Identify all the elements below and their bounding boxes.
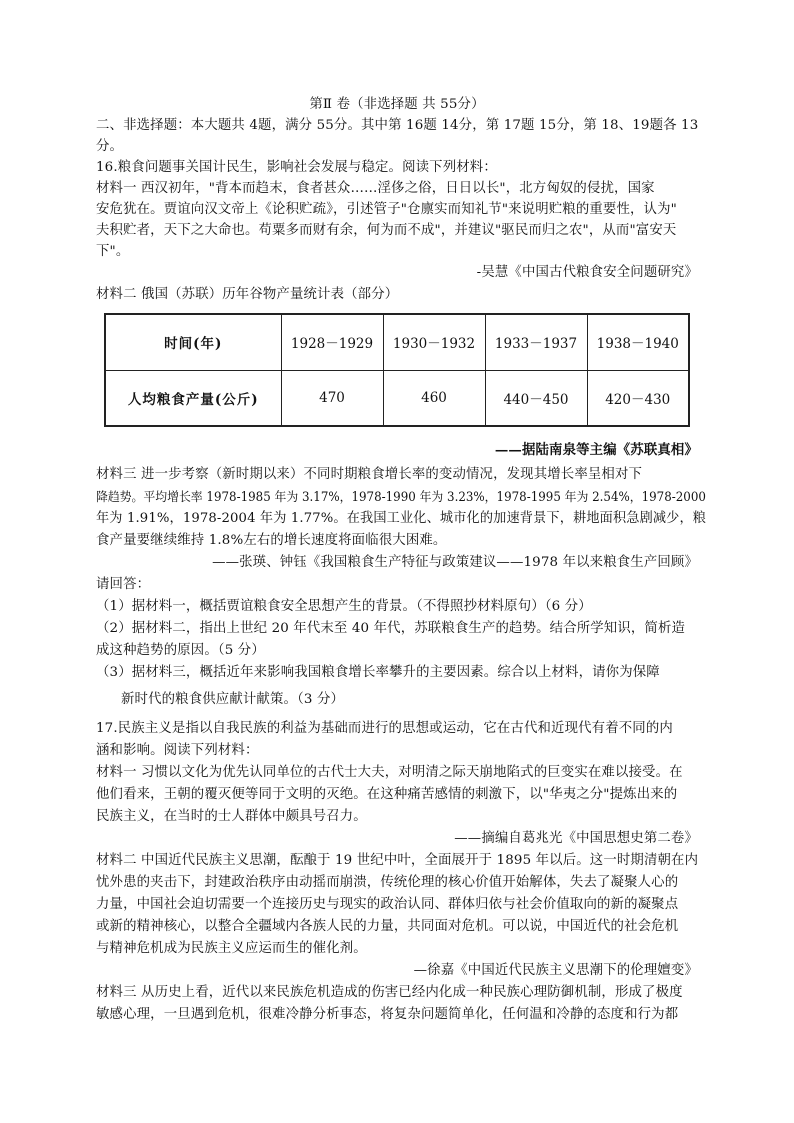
- q16-material1-line: 材料一 西汉初年，"背本而趋末，食者甚众……淫侈之俗，日日以长"，北方匈奴的侵扰，国家: [96, 181, 655, 196]
- q16-material1-line: 下"。: [96, 244, 130, 259]
- q16-material1-line: 夫积贮者，天下之大命也。苟粟多而财有余，何为而不成"，并建议"驱民而归之农"，从而"富安天: [96, 223, 677, 238]
- q16-question-1: （1）据材料一，概括贾谊粮食安全思想产生的背景。（不得照抄材料原句）（6 分）: [96, 599, 592, 614]
- q17-source2: —徐嘉《中国近代民族主义思潮下的伦理嬗变》: [413, 963, 698, 978]
- q17-material2-line: 或新的精神核心，以整合全疆域内各族人民的力量，共同面对危机。可以说，中国近代的社会危机: [96, 919, 679, 934]
- q17-material2-line: 材料二 中国近代民族主义思潮，酝酿于 19 世纪中叶，全面展开于 1895 年以后。这一时期清朝在内: [96, 853, 699, 868]
- q17-material1-line: 材料一 习惯以文化为优先认同单位的古代士大夫，对明清之际天崩地陷式的巨变实在难以接受。在: [96, 765, 683, 780]
- q17-intro-line: 17.民族主义是指以自我民族的利益为基础而进行的思想或运动，它在古代和近现代有着不同的内: [96, 721, 673, 736]
- q17-material2-line: 与精神危机成为民族主义应运而生的催化剂。: [96, 941, 367, 956]
- q16-question-3-cont: 新时代的粮食供应献计献策。（3 分）: [121, 692, 345, 707]
- table-cell-value: 460: [383, 370, 485, 426]
- q17-source1: ——摘编自葛兆光《中国思想史第二卷》: [454, 831, 698, 846]
- q16-material3-line: 食产量要继续维持 1.8%左右的增长速度将面临很大困难。: [96, 533, 447, 548]
- table-cell-period: 1930－1932: [383, 314, 485, 370]
- instructions-line-2: 分。: [96, 139, 124, 154]
- q17-material2-line: 力量，中国社会迫切需要一个连接历史与现实的政治认同、群体归依与社会价值取向的新的凝聚点: [96, 897, 679, 912]
- table-cell-value: 440－450: [485, 370, 587, 426]
- grain-production-table: [104, 313, 690, 427]
- q16-material3-line: 年为 1.91%，1978-2004 年为 1.77%。在我国工业化、城市化的加速背景下，耕地面积急剧减少，粮: [96, 511, 707, 526]
- table-header-period: 时间(年): [105, 314, 281, 370]
- q17-material1-line: 他们看来，王朝的覆灭便等同于文明的灭绝。在这种痛苦感情的刺激下，以"华夷之分"提炼出来的: [96, 787, 678, 802]
- q16-material1-line: 安危犹在。贾谊向汉文帝上《论积贮疏》，引述管子"仓廪实而知礼节"来说明贮粮的重要性，认为": [96, 202, 677, 217]
- table-row: [105, 314, 689, 370]
- table-cell-value: 420－430: [587, 370, 689, 426]
- q16-material3-line: 材料三 进一步考察（新时期以来）不同时期粮食增长率的变动情况，发现其增长率呈相对下: [96, 467, 643, 482]
- q16-source2: ——据陆南泉等主编《苏联真相》: [494, 442, 698, 458]
- table-header-grain: 人均粮食产量(公斤): [105, 370, 281, 426]
- instructions-line-1: 二、非选择题：本大题共 4题，满分 55分。其中第 16题 14分，第 17题 15分，第 18、19题各 13: [96, 118, 699, 133]
- q16-question-3: （3）据材料三，概括近年来影响我国粮食增长率攀升的主要因素。综合以上材料，请你为保障: [96, 665, 660, 680]
- q17-material3-line: 材料三 从历史上看，近代以来民族危机造成的伤害已经内化成一种民族心理防御机制，形成了极度: [96, 985, 683, 1000]
- q16-question-2: （2）据材料二，指出上世纪 20 年代末至 40 年代，苏联粮食生产的趋势。结合所学知识，简析造: [96, 621, 686, 636]
- q16-source3: ——张瑛、钟钰《我国粮食生产特征与政策建议——1978 年以来粮食生产回顾》: [212, 555, 698, 570]
- q17-material1-line: 民族主义，在当时的士人群体中颇具号召力。: [96, 809, 367, 824]
- q16-ask: 请回答：: [96, 577, 151, 592]
- q17-material3-line: 敏感心理，一旦遇到危机，很难冷静分析事态，将复杂问题简单化，任何温和冷静的态度和行为都: [96, 1007, 679, 1022]
- section-title: 第Ⅱ 卷（非选择题 共 55分）: [309, 97, 485, 112]
- q16-intro: 16.粮食问题事关国计民生，影响社会发展与稳定。阅读下列材料：: [96, 160, 497, 175]
- q17-material2-line: 忧外患的夹击下，封建政治秩序由动摇而崩溃，传统伦理的核心价值开始解体，失去了凝聚人心的: [96, 875, 679, 890]
- table-cell-value: 470: [281, 370, 383, 426]
- q17-intro-line: 涵和影响。阅读下列材料：: [96, 743, 259, 758]
- q16-material3-line: 降趋势。平均增长率 1978-1985 年为 3.17%，1978-1990 年为 3.23%，1978-1995 年为 2.54%，1978-2000: [96, 489, 706, 504]
- q16-source1: -吴慧《中国古代粮食安全问题研究》: [476, 265, 698, 280]
- table-row: [105, 370, 689, 426]
- table-cell-period: 1938－1940: [587, 314, 689, 370]
- q16-material2-title: 材料二 俄国（苏联）历年谷物产量统计表（部分）: [96, 287, 399, 302]
- table-cell-period: 1933－1937: [485, 314, 587, 370]
- table-cell-period: 1928－1929: [281, 314, 383, 370]
- q16-question-2-cont: 成这种趋势的原因。（5 分）: [96, 643, 265, 658]
